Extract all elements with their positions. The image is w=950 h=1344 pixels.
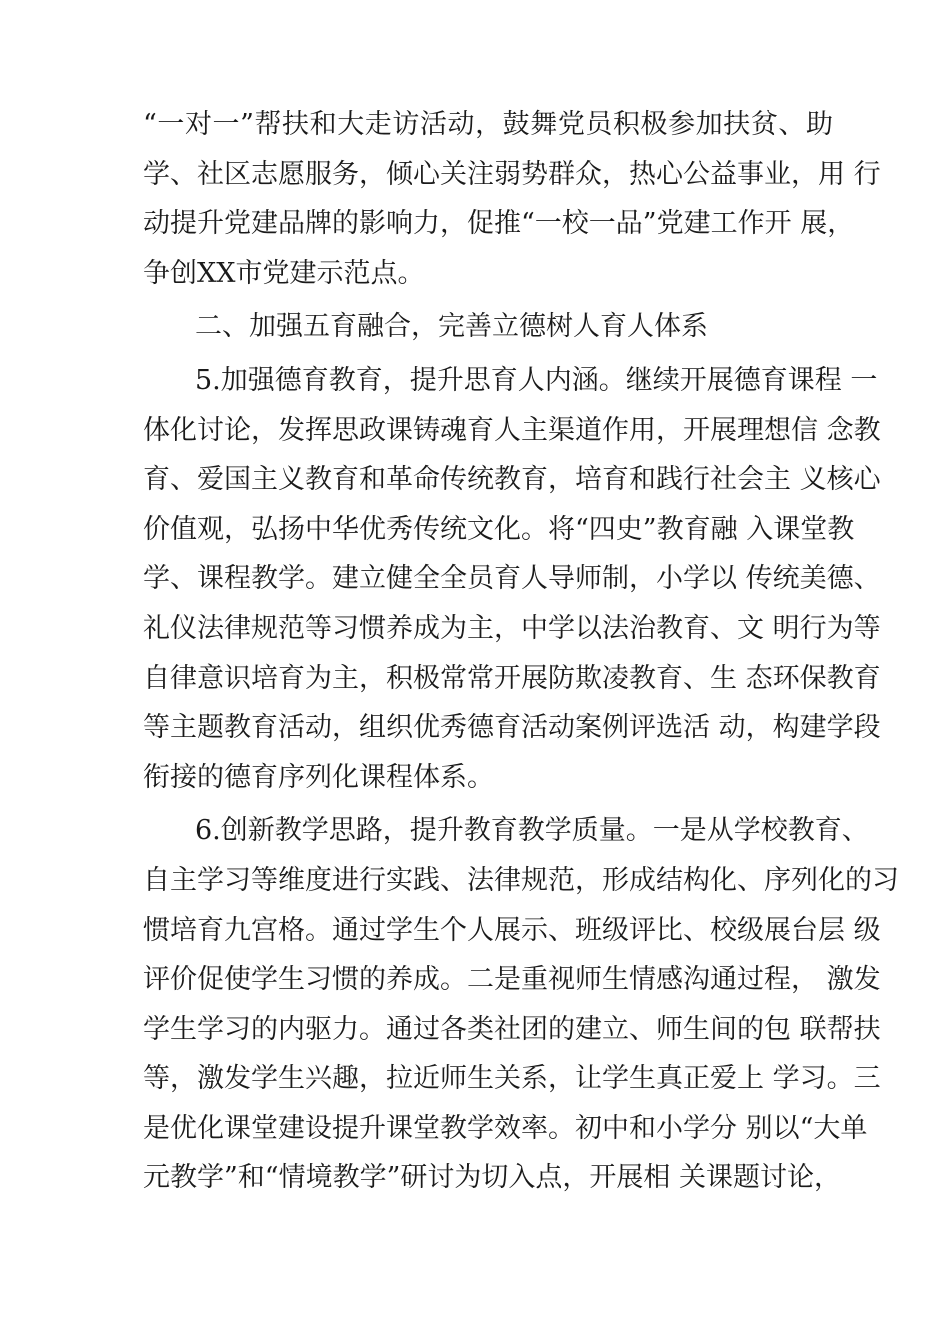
paragraph-line: 衔接的德育序列化课程体系。	[143, 761, 494, 793]
paragraph-line: 二、加强五育融合，完善立德树人育人体系	[195, 311, 708, 343]
paragraph-line: 自律意识培育为主，积极常常开展防欺凌教育、生 态环保教育	[143, 662, 881, 694]
paragraph-line: 惯培育九宫格。通过学生个人展示、班级评比、校级展台层 级	[143, 914, 881, 946]
paragraph-line: 元教学”和“情境教学”研讨为切入点，开展相 关课题讨论，	[143, 1162, 841, 1194]
paragraph-line: 价值观，弘扬中华优秀传统文化。将“四史”教育融 入课堂教	[143, 513, 855, 545]
paragraph-line: 等主题教育活动，组织优秀德育活动案例评选活 动，构建学段	[143, 712, 881, 744]
paragraph-line: 学、课程教学。建立健全全员育人导师制，小学以 传统美德、	[143, 563, 881, 595]
paragraph-line: 6.创新教学思路，提升教育教学质量。一是从学校教育、	[195, 815, 869, 847]
document-body	[143, 100, 899, 1203]
paragraph-line: 育、爱国主义教育和革命传统教育，培育和践行社会主 义核心	[143, 464, 881, 496]
paragraph-line: 学、社区志愿服务，倾心关注弱势群众，热心公益事业，用 行	[143, 158, 881, 190]
paragraph-line: 争创XX市党建示范点。	[143, 257, 425, 289]
paragraph-line: 动提升党建品牌的影响力，促推“一校一品”党建工作开 展，	[143, 208, 855, 240]
paragraph-line: 评价促使学生习惯的养成。二是重视师生情感沟通过程， 激发	[143, 964, 881, 996]
paragraph-line: 5.加强德育教育，提升思育人内涵。继续开展德育课程 一	[195, 364, 878, 396]
paragraph-line: 礼仪法律规范等习惯养成为主，中学以法治教育、文 明行为等	[143, 612, 881, 644]
paragraph	[143, 356, 881, 802]
paragraph-line: 学生学习的内驱力。通过各类社团的建立、师生间的包 联帮扶	[143, 1013, 881, 1045]
paragraph	[143, 100, 881, 298]
paragraph	[143, 806, 899, 1203]
paragraph-line: 自主学习等维度进行实践、法律规范，形成结构化、序列化的习	[143, 864, 899, 896]
paragraph-line: 是优化课堂建设提升课堂教学效率。初中和小学分 别以“大单	[143, 1112, 868, 1144]
paragraph-line: “一对一”帮扶和大走访活动，鼓舞党员积极参加扶贫、助	[143, 109, 833, 140]
paragraph	[143, 302, 833, 352]
paragraph-line: 体化讨论，发挥思政课铸魂育人主渠道作用，开展理想信 念教	[143, 414, 881, 446]
paragraph-line: 等，激发学生兴趣，拉近师生关系，让学生真正爱上 学习。三	[143, 1063, 881, 1095]
